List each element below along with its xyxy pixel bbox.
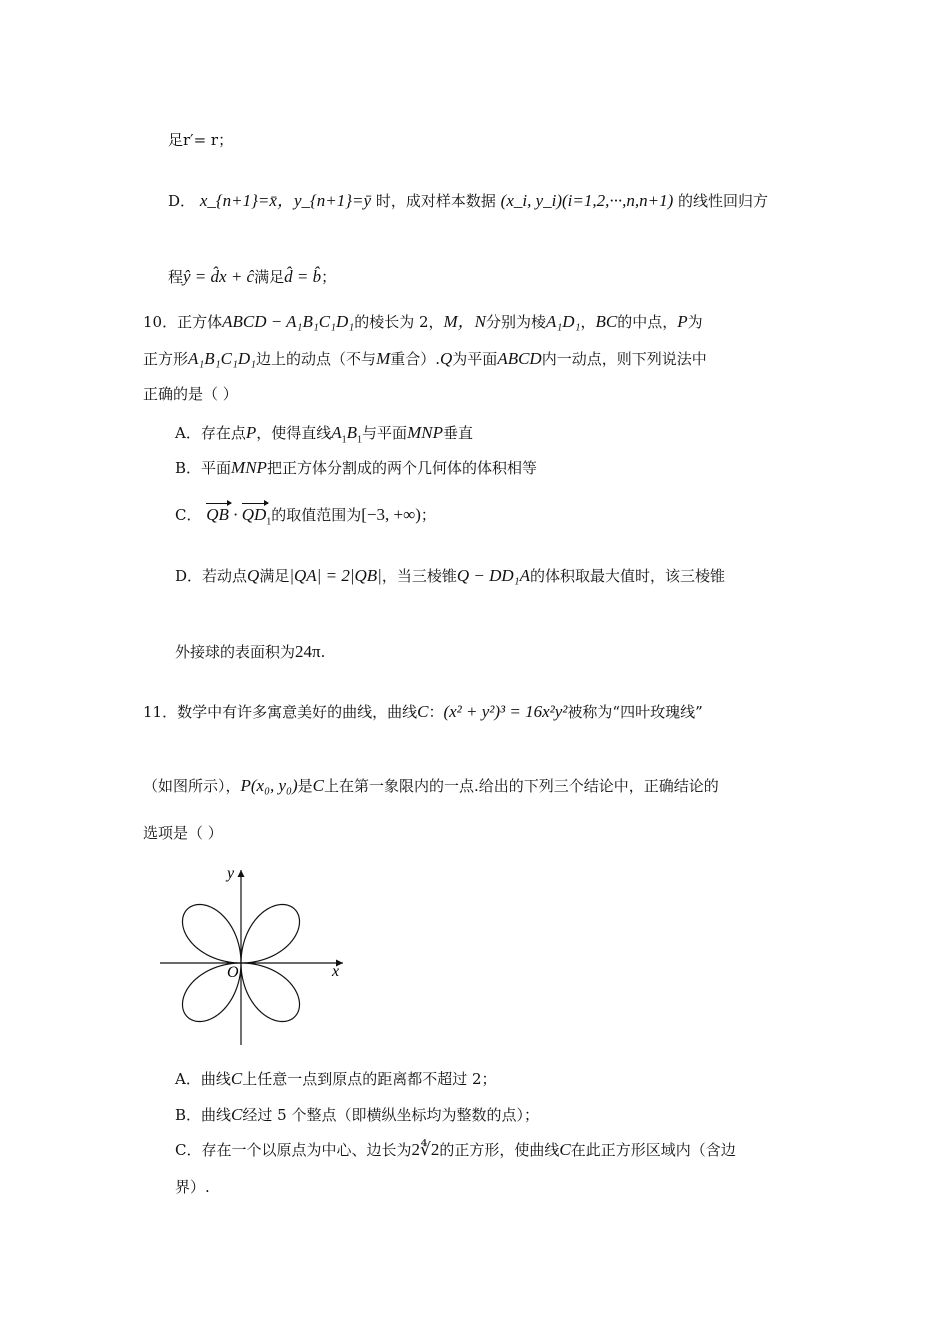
q11-text-a: 数学中有许多寓意美好的曲线，曲线 [177,703,418,721]
q10-option-a [175,424,473,445]
q10-option-b-plane: MNP [231,458,267,477]
q11-line2-c: 上在第一象限内的一点.给出的下列三个结论中，正确结论的 [324,777,719,795]
q11-option-c-value: 2∜2 [411,1140,440,1159]
q11-option-c-c: C [559,1140,571,1159]
q10-mn: M，N [443,312,486,331]
q10-option-d-end: . [320,643,326,661]
option-d-text-c: 程 [168,268,184,286]
option-d-end: ； [321,268,337,286]
q10-option-a-text-b: ，使得直线 [256,424,332,442]
q10-option-d-q: Q [247,566,260,585]
origin-label: O [227,964,239,981]
q11-option-c-line2: 界）. [175,1178,210,1196]
q10-option-b [175,459,537,476]
option-d-line1 [168,192,768,209]
x-axis-label: x [332,963,340,980]
q10-option-d-label: D． [175,567,203,585]
q10-line1 [143,313,703,330]
q10-option-d-text-c: ，当三棱锥 [381,567,457,585]
q11-option-b-text-a: 曲线 [201,1106,232,1124]
q11-text-d: 被称为“四叶玫瑰线” [567,703,703,721]
q10-option-a-text-d: 垂直 [442,424,473,442]
q10-lead-a: 正方体 [177,313,223,331]
q10-option-d-text-b: 满足 [259,567,290,585]
q11-number: 11． [143,703,178,721]
q10-line2-c: 重合）. [390,350,441,368]
q11-option-b-label: B． [175,1106,202,1124]
option-d-sample: (x_i, y_i)(i=1,2,···,n,n+1) [500,191,674,210]
q10-lead-e: 的中点， [617,313,678,331]
q11-text-b: ： [428,703,444,721]
q10-option-a-p: P [245,423,257,442]
q10-option-b-label: B． [175,459,202,477]
q10-option-a-label: A． [175,424,201,442]
q11-option-b [175,1106,539,1123]
q10-option-c-end: ； [420,506,436,524]
q11-option-a-label: A． [175,1070,201,1088]
q11-line2 [143,777,719,794]
q10-option-c-text-a: 的取值范围为 [271,506,362,524]
q10-q: Q [440,349,453,368]
q10-square: A₁B₁C₁D₁ [188,349,257,368]
q11-line2-b: 是 [297,777,313,795]
q10-option-c [175,506,436,527]
q11-option-a-text-a: 曲线 [200,1070,231,1088]
q11-option-a [175,1070,497,1087]
q10-option-c-range: [−3, +∞) [361,505,421,524]
q11-line2-c-symbol: C [312,776,324,795]
q10-p: P [677,312,688,331]
option-d-text-d: 满足 [254,268,285,286]
q10-lead-c: 分别为棱 [486,313,547,331]
q11-option-c-text-c: 在此正方形区域内（含边 [570,1141,736,1159]
q11-option-c-line1 [175,1141,736,1158]
q10-cube: ABCD − A₁B₁C₁D₁ [222,312,355,331]
option-d-label: D． [168,192,196,210]
q10-line2 [143,350,707,367]
line-r-equals: 足r′= r； [168,131,234,149]
q10-option-d-line1 [175,567,725,584]
four-leaf-rose-figure [155,860,355,1050]
q11-option-c-text-a: 存在一个以原点为中心、边长为 [201,1141,412,1159]
q10-lead-b: 的棱长为 2， [354,313,444,331]
q10-lead-f: 为 [687,313,703,331]
y-axis-label: y [227,865,235,882]
q10-option-d-text-a: 若动点 [202,567,248,585]
q11-option-c-label: C． [175,1141,202,1159]
q10-line2-a: 正方形 [143,350,189,368]
q10-option-c-dot: QB · $QD_1$ [206,505,272,528]
q10-option-d-value: 24π [295,642,321,661]
q10-line3: 正确的是（ ） [143,385,238,403]
q11-point: P(x₀, y₀) [240,776,298,795]
q11-option-c-text-b: 的正方形，使曲线 [439,1141,560,1159]
q10-option-a-line: $A_1B_1$ [331,423,363,446]
option-d-condition: x_{n+1}=x̄，y_{n+1}=ȳ [199,191,372,210]
q10-bc: BC [595,312,618,331]
q10-option-c-label: C． [175,506,202,524]
q10-line2-e: 内一动点，则下列说法中 [541,350,707,368]
option-d-line2 [168,268,336,285]
option-d-regression: ŷ = d̂x + ĉ [183,267,255,286]
option-d-text-b: 的线性回归方 [678,192,769,210]
q10-option-d-pyramid: Q − DD₁A [456,566,530,585]
q10-lead-d: ， [580,313,596,331]
q10-m: M [376,349,391,368]
q10-option-a-text-c: 与平面 [362,424,408,442]
q10-line2-b: 边上的动点（不与 [256,350,377,368]
q10-abcd: ABCD [497,349,542,368]
q10-a1d1: A₁D₁ [546,312,581,331]
q10-number: 10． [143,313,178,331]
q10-option-d-text-e: 外接球的表面积为 [175,643,296,661]
q11-option-a-text-b: 上任意一点到原点的距离都不超过 2； [242,1070,497,1088]
q11-option-b-text-b: 经过 5 个整点（即横纵坐标均为整数的点）； [242,1106,539,1124]
q11-option-b-c: C [231,1105,243,1124]
q11-line1 [143,703,703,720]
q10-option-b-text-b: 把正方体分割成的两个几何体的体积相等 [266,459,537,477]
option-d-text-a: 时，成对样本数据 [375,192,496,210]
q11-equation: (x² + y²)³ = 16x²y² [443,702,568,721]
q10-option-d-line2 [175,643,325,660]
q11-line2-a: （如图所示）， [143,777,241,795]
q11-line3: 选项是（ ） [143,824,223,842]
q10-option-d-text-d: 的体积取最大值时，该三棱锥 [529,567,725,585]
q10-option-b-text-a: 平面 [201,459,232,477]
q11-option-a-c: C [230,1069,243,1088]
q10-option-a-plane: MNP [407,423,443,442]
q10-option-d-cond: |QA| = 2|QB| [289,566,382,585]
q10-option-a-text-a: 存在点 [200,424,246,442]
option-d-equality: d̂ = b̂ [284,267,322,286]
q10-line2-d: 为平面 [452,350,498,368]
q11-c: C [417,702,429,721]
